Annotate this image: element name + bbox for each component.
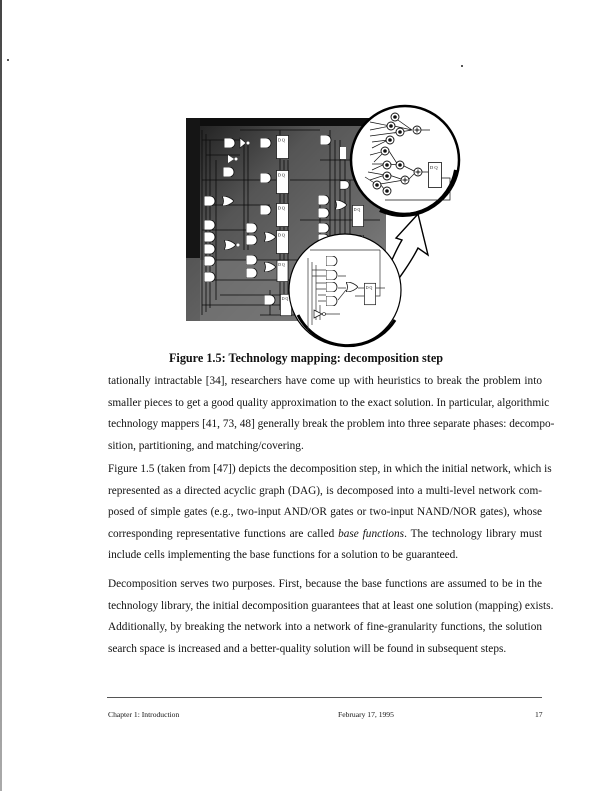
text-line: technology library, the initial decomposition guarantees that at least one solution (mapping) exists. xyxy=(108,599,554,612)
paragraph-3 xyxy=(108,574,554,660)
text-line: sition, partitioning, and matching/covering. xyxy=(108,439,304,452)
figure-caption: Figure 1.5: Technology mapping: decomposition step xyxy=(168,351,444,365)
page-number: 17 xyxy=(535,710,543,719)
footer-date: February 17, 1995 xyxy=(338,710,394,719)
text-run: corresponding representative functions are called xyxy=(108,527,339,540)
text-run: . The technology library must xyxy=(404,527,543,540)
footer-chapter: Chapter 1: Introduction xyxy=(108,710,180,719)
figure-technology-mapping xyxy=(180,100,480,350)
figure-illustration xyxy=(180,100,480,350)
paragraph-2 xyxy=(108,459,552,567)
text-line: search space is increased and a better-quality solution will be found in subsequent steps. xyxy=(108,642,507,655)
text-line: posed of simple gates (e.g., two-input AND/OR gates or two-input NAND/NOR gates), whose xyxy=(108,506,542,518)
gate-subcircuit-magnifier xyxy=(289,234,401,346)
text-line: Additionally, by breaking the network into a network of fine-granularity functions, the solution xyxy=(108,621,542,633)
circuit-top-band xyxy=(186,118,386,126)
scan-speck xyxy=(461,65,463,67)
circuit-left-band xyxy=(186,118,200,258)
text-line: Figure 1.5 (taken from [47]) depicts the decomposition step, in which the initial network, which is xyxy=(108,463,552,475)
emphasized-term: base functions xyxy=(338,527,405,540)
footer-rule xyxy=(107,697,542,698)
text-line: represented as a directed acyclic graph (DAG), is decomposed into a multi-level network com- xyxy=(108,484,542,497)
decomposed-dag-magnifier xyxy=(351,106,459,215)
paragraph-1 xyxy=(108,371,555,457)
scan-edge-shadow xyxy=(0,0,2,791)
text-line: include cells implementing the base functions for a solution to be guaranteed. xyxy=(108,549,459,561)
scan-speck xyxy=(7,59,9,61)
text-line: smaller pieces to get a good quality approximation to the exact solution. In particular, algorithmic xyxy=(108,396,550,409)
text-line-with-emphasis xyxy=(108,524,542,546)
text-line: tationally intractable [34], researchers have come up with heuristics to break the problem into xyxy=(108,375,542,387)
text-line: Decomposition serves two purposes. First, because the base functions are assumed to be in the xyxy=(108,578,542,590)
text-line: technology mappers [41, 73, 48] generally break the problem into three separate phases: decompo- xyxy=(108,418,555,430)
